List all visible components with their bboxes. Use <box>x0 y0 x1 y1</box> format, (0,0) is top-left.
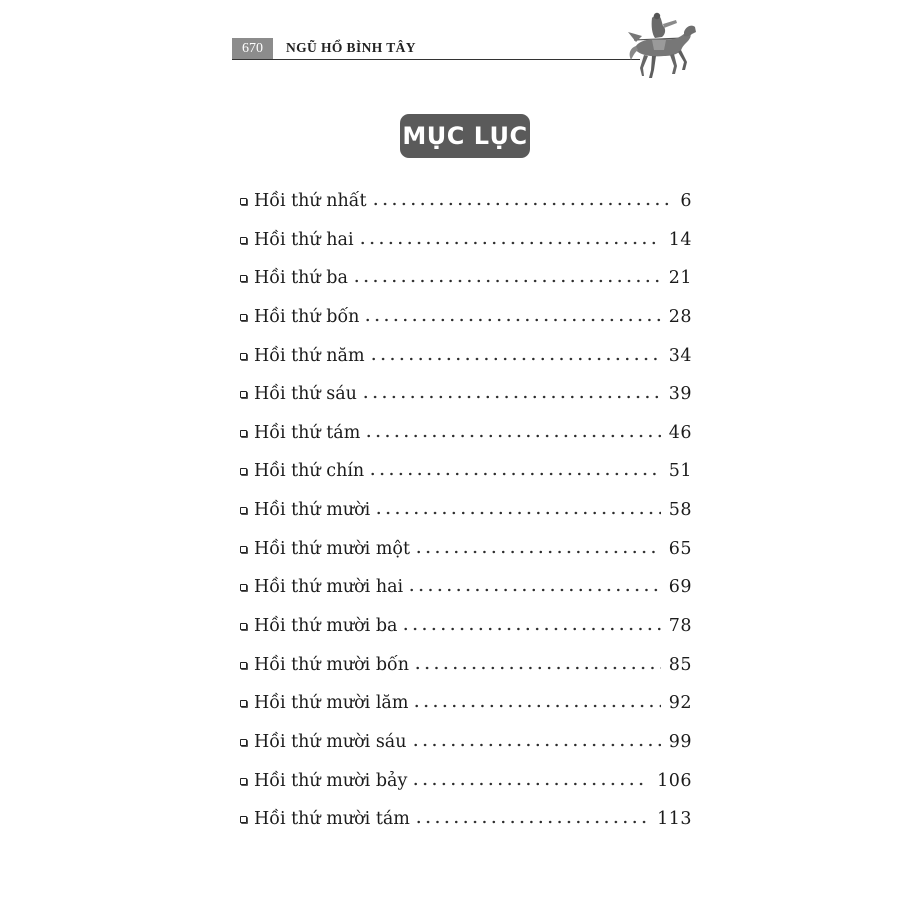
square-bullet-icon <box>240 468 247 475</box>
dot-leader <box>352 279 661 283</box>
book-title: NGŨ HỔ BÌNH TÂY <box>286 40 416 55</box>
toc-entry-title: Hồi thứ mười một <box>254 538 410 559</box>
toc-entry <box>238 343 692 382</box>
toc-entry <box>238 304 692 343</box>
dot-leader <box>361 395 661 399</box>
toc-entry-page: 14 <box>668 229 692 250</box>
dot-leader <box>371 202 673 206</box>
square-bullet-icon <box>240 198 247 205</box>
toc-entry-page: 6 <box>680 191 692 211</box>
square-bullet-icon <box>240 275 247 282</box>
toc-entry-page: 113 <box>657 809 692 830</box>
toc-entry-page: 106 <box>657 770 692 791</box>
toc-entry-page: 28 <box>668 306 692 327</box>
dot-leader <box>363 318 660 322</box>
toc-entry <box>238 458 692 497</box>
toc-entry <box>238 536 692 575</box>
toc-entry <box>238 806 692 845</box>
toc-entry-title: Hồi thứ mười hai <box>254 577 404 598</box>
toc-entry-page: 34 <box>668 345 692 366</box>
toc-entry-title: Hồi thứ mười sáu <box>254 731 407 752</box>
dot-leader <box>414 550 661 554</box>
square-bullet-icon <box>240 546 247 553</box>
toc-entry <box>238 420 692 459</box>
square-bullet-icon <box>240 662 247 669</box>
toc-entry-title: Hồi thứ mười bảy <box>254 770 408 791</box>
toc-entry-page: 21 <box>668 268 692 289</box>
square-bullet-icon <box>240 314 247 321</box>
horseman-warrior-icon <box>622 10 698 82</box>
dot-leader <box>401 627 660 631</box>
toc-entry-page: 85 <box>668 654 692 675</box>
square-bullet-icon <box>240 739 247 746</box>
toc-entry <box>238 188 692 227</box>
toc-entry-page: 51 <box>668 461 692 482</box>
toc-entry <box>238 768 692 807</box>
dot-leader <box>364 434 660 438</box>
toc-heading: MỤC LỤC <box>400 114 530 158</box>
toc-entry <box>238 729 692 768</box>
toc-entry-title: Hồi thứ hai <box>254 229 354 250</box>
toc-entry <box>238 652 692 691</box>
toc-entry <box>238 265 692 304</box>
square-bullet-icon <box>240 237 247 244</box>
square-bullet-icon <box>240 700 247 707</box>
dot-leader <box>411 782 649 786</box>
toc-entry-page: 58 <box>668 500 692 521</box>
page-number: 670 <box>232 38 273 60</box>
square-bullet-icon <box>240 391 247 398</box>
toc-entry-page: 78 <box>668 616 692 637</box>
toc-entry-page: 65 <box>668 538 692 559</box>
dot-leader <box>407 588 661 592</box>
toc-entry-title: Hồi thứ mười ba <box>254 616 398 637</box>
square-bullet-icon <box>240 507 247 514</box>
dot-leader <box>414 820 649 824</box>
toc-entry-title: Hồi thứ sáu <box>254 384 357 405</box>
toc-entry-title: Hồi thứ mười bốn <box>254 654 410 675</box>
toc-entry-page: 46 <box>668 422 692 443</box>
square-bullet-icon <box>240 816 247 823</box>
square-bullet-icon <box>240 430 247 437</box>
toc-entry <box>238 690 692 729</box>
toc-entry-page: 99 <box>668 731 692 752</box>
header-rule <box>232 59 640 60</box>
toc-entry <box>238 497 692 536</box>
toc-entry-title: Hồi thứ ba <box>254 268 348 289</box>
dot-leader <box>368 472 661 476</box>
square-bullet-icon <box>240 778 247 785</box>
toc-entry-title: Hồi thứ năm <box>254 345 365 366</box>
square-bullet-icon <box>240 623 247 630</box>
toc-entry <box>238 574 692 613</box>
toc-list <box>238 188 692 845</box>
toc-entry <box>238 227 692 266</box>
dot-leader <box>411 743 661 747</box>
dot-leader <box>369 357 661 361</box>
toc-entry-title: Hồi thứ mười tám <box>254 809 410 830</box>
toc-entry-title: Hồi thứ bốn <box>254 306 360 327</box>
square-bullet-icon <box>240 353 247 360</box>
toc-entry-title: Hồi thứ mười <box>254 500 371 521</box>
toc-entry-page: 39 <box>668 384 692 405</box>
toc-entry-page: 92 <box>668 693 692 714</box>
dot-leader <box>413 666 661 670</box>
toc-entry <box>238 613 692 652</box>
dot-leader <box>358 241 661 245</box>
toc-entry-title: Hồi thứ tám <box>254 422 361 443</box>
toc-entry-title: Hồi thứ mười lăm <box>254 693 409 714</box>
toc-entry-title: Hồi thứ nhất <box>254 191 367 211</box>
dot-leader <box>374 511 660 515</box>
dot-leader <box>412 704 660 708</box>
square-bullet-icon <box>240 584 247 591</box>
toc-entry <box>238 381 692 420</box>
toc-entry-title: Hồi thứ chín <box>254 461 365 482</box>
toc-entry-page: 69 <box>668 577 692 598</box>
